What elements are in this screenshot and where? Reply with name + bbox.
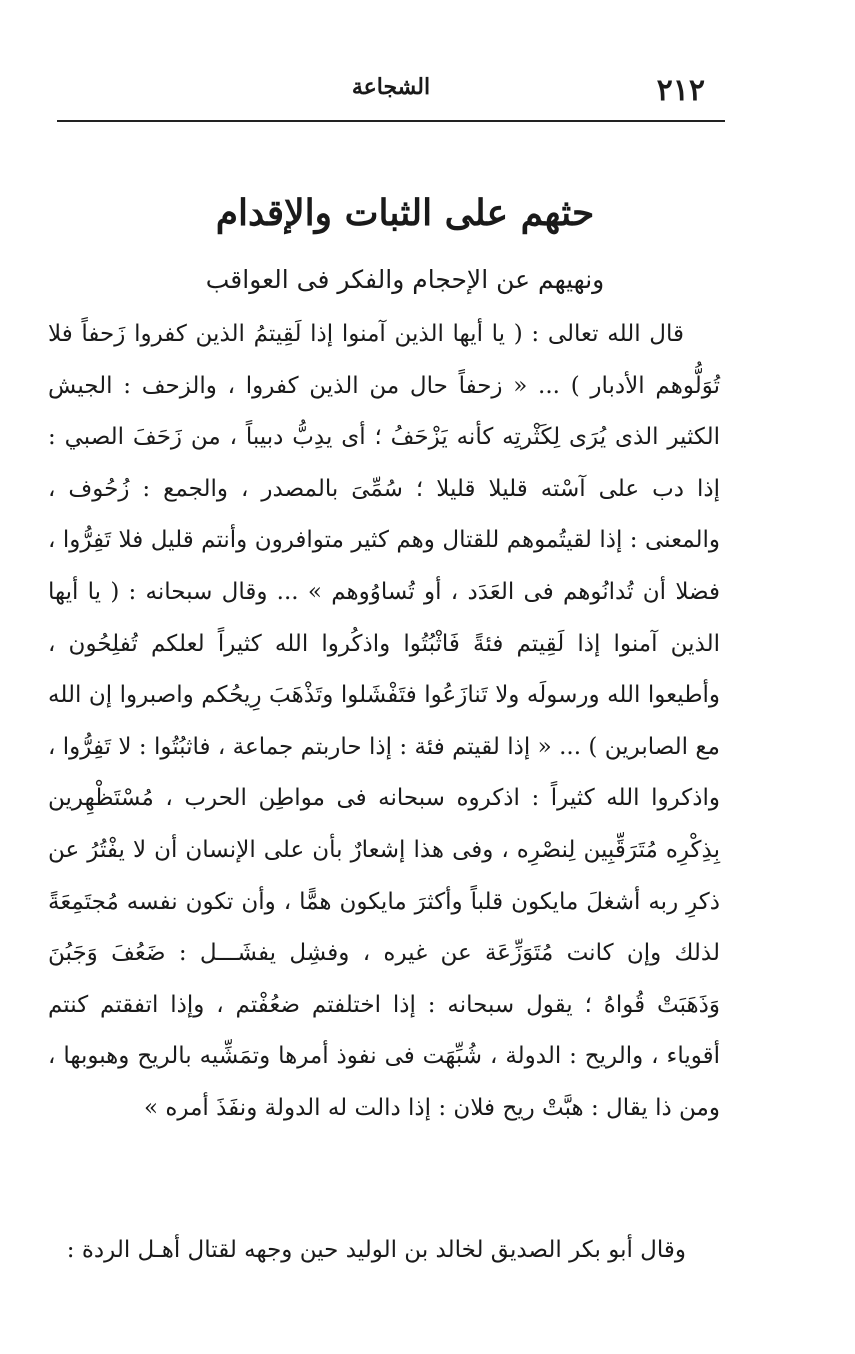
chapter-title: حثهم على الثبات والإقدام: [215, 192, 595, 234]
running-title: الشجاعة: [351, 74, 431, 100]
closing-line: وقال أبو بكر الصديق لخالد بن الوليد حين وجهه لقتال أهـل الردة :: [66, 1237, 686, 1263]
header-rule: [57, 120, 725, 122]
page-number: ٢١٢: [656, 73, 705, 108]
body-text: [48, 309, 720, 1135]
paragraph-1: قال الله تعالى : ( يا أيها الذين آمنوا إذا لَقِيتمُ الذين كفروا زَحفاً فلا تُوَلُّوهم الأدبار ) ... « زحفاً حال من الذين كفروا ، والزحف : الجيش الكثير الذى يُرَى لِكَثْرتِه كأنه يَزْحَفُ ؛ أى يدِبُّ دبيباً ، من زَحَفَ الصبي : إذا دب على آسْته قليلا قليلا ؛ سُمِّىَ بالمصدر ، والجمع : زُحُوف ، والمعنى : إذا لقيتُموهم للقتال وهم كثير متوافرون وأنتم قليل فلا تَفِرُّوا ، فضلا أن تُدانُوهم فى العَدَد ، أو تُساوُوهم » ... وقال سبحانه : ( يا أيها الذين آمنوا إذا لَقِيتم فئةً فَاثْبُتُوا واذكُروا الله كثيراً لعلكم تُفلِحُون ، وأطيعوا الله ورسولَه ولا تَنازَعُوا فتَفْشَلوا وتَذْهَبَ رِيحُكم واصبروا إن الله مع الصابرين ) ... « إذا لقيتم فئة : إذا حاربتم جماعة ، فاثبُتُوا : لا تَفِرُّوا ، واذكروا الله كثيراً : اذكروه سبحانه فى مواطِن الحرب ، مُسْتَظْهِرين بِذِكْرِه مُتَرَقِّبِين لِنصْرِه ، وفى هذا إشعارٌ بأن على الإنسان أن لا يفْتُرُ عن ذكرِ ربه أشغلَ مايكون قلباً وأكثرَ مايكون همًّا ، وأن تكون نفسه مُجتَمِعَةً لذلك وإن كانت مُتَوَزِّعَة عن غيره ، وفشِل يفشَـــل : ضَعُفَ وَجَبُنَ وَذَهَبَتْ قُواهُ ؛ يقول سبحانه : إذا اختلفتم ضعُفْتم ، وإذا اتفقتم كنتم أقوياء ، والريح : الدولة ، شُبِّهَت فى نفوذ أمرها وتمَشِّيه بالريح وهبوبها ، ومن ذا يقال : هبَّتْ ريح فلان : إذا دالت له الدولة ونفَذَ أمره »: [48, 321, 720, 1121]
chapter-subtitle: ونهيهم عن الإحجام والفكر فى العواقب: [205, 265, 605, 294]
running-head: [57, 70, 725, 116]
